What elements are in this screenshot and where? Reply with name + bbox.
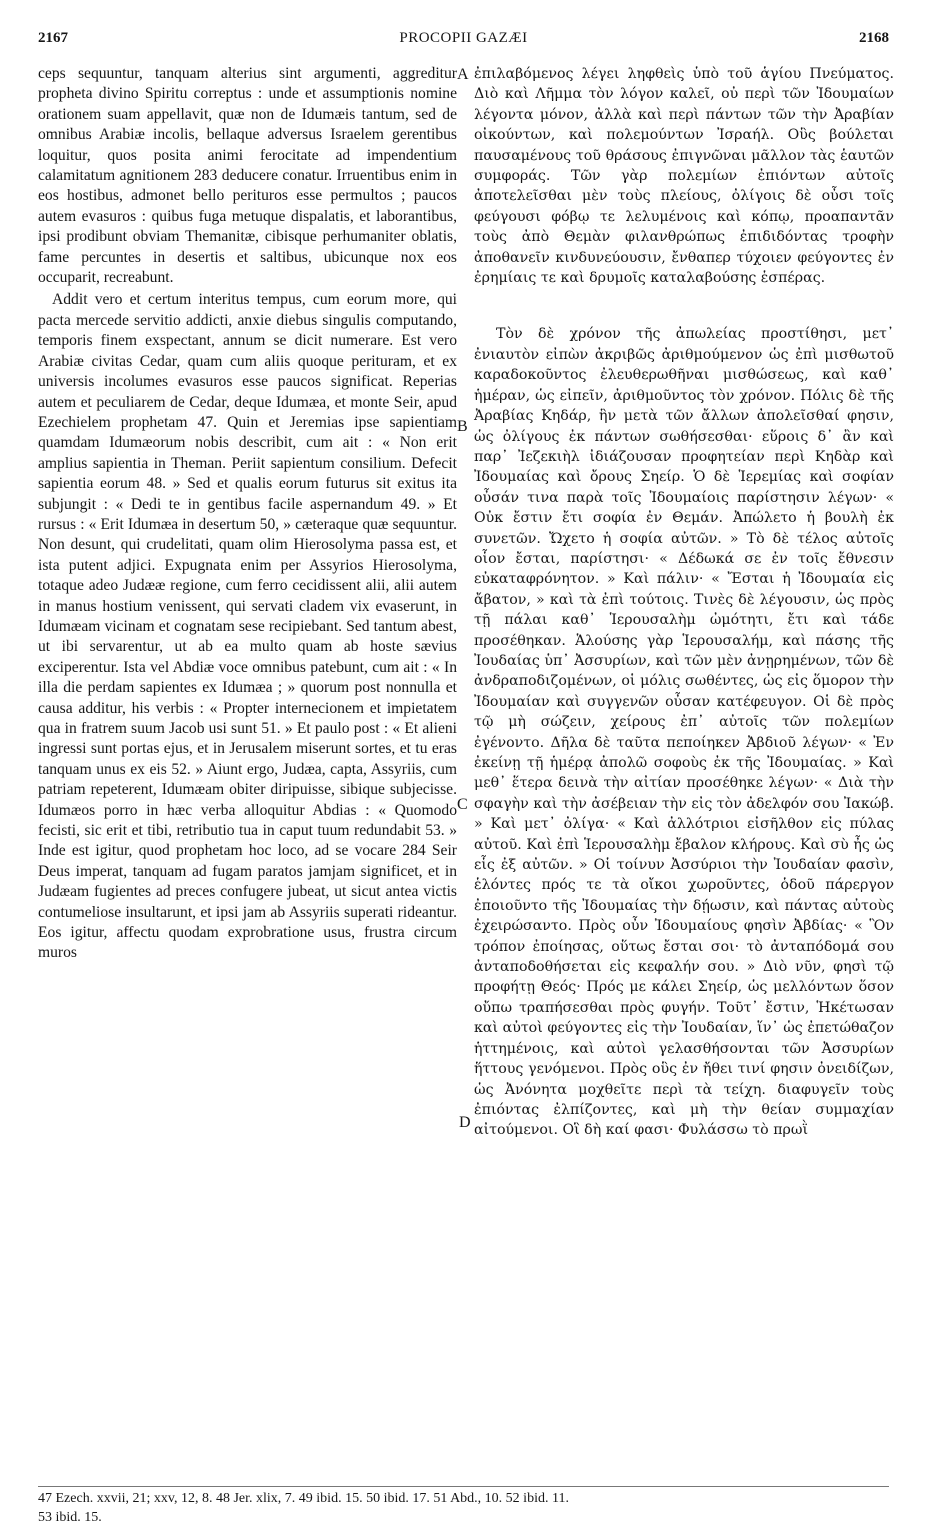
margin-letter-a: A bbox=[457, 66, 469, 83]
footnotes bbox=[38, 1486, 889, 1527]
greek-paragraph-1: ἐπιλαβόμενος λέγει ληφθεὶς ὑπὸ τοῦ ἁγίου Πνεύματος. Διὸ καὶ Λῆμμα τὸν λόγον καλεῖ, οὐ περὶ τῶν Ἰδουμαίων λέγοντα μόνον, ἀλλὰ καὶ περὶ πάντων τῶν τὴν Ἀραβίαν οἰκούντων, καὶ πολεμούντων Ἰσραήλ. Οὓς βούλεται παυσαμένους τοῦ θράσους ἐπιγνῶναι μᾶλλον τὰς ἑαυτῶν συμφοράς. Τῶν γὰρ πολεμίων ἐπιόντων αὐτοῖς ἀποτελεῖσθαι μὲν τοὺς πλείους, ὀλίγοις δὲ οὖσι τοῖς φεύγουσι φόβῳ τε λελυμένοις καὶ κόπῳ, προαπαντᾶν τοὺς ἀπὸ Θεμὰν φιλανθρώπως ἐπιδιδόντας τροφὴν ἀποθανεῖν κινδυνεύουσιν, ἔνθαπερ τύχοιεν φεύγοντες ἐν ἐρημίαις τε καὶ δρυμοῖς καταλαβούσης ἑσπέρας. bbox=[474, 66, 894, 287]
page-number-right: 2168 bbox=[859, 30, 889, 46]
running-title: PROCOPII GAZÆI bbox=[399, 30, 528, 46]
margin-letter-b: B bbox=[457, 418, 468, 435]
page-number-left: 2167 bbox=[38, 30, 68, 46]
margin-letter-c: C bbox=[457, 796, 468, 813]
latin-column bbox=[38, 64, 457, 964]
margin-letter-d: D bbox=[459, 1114, 471, 1131]
latin-paragraph-2: Addit vero et certum interitus tempus, cum eorum more, qui pacta mercede servitio addicti, anxie diebus singulis computando, temporis finem exspectant, annum se dicit numerare. Est vero Arabiæ civitas Cedar, quam cum aliis quoque perituram, et ex universis incolumes evasuros esse paucos significat. Reperias autem et peculiarem de Cedar, deque Idumæa, et monte Seir, apud Ezechielem prophetam 47. Quin et Jeremias ipse sapientiam quamdam Idumæorum nobis describit, cum ait : « Non erit amplius sapientia in Theman. Periit sapientum consilium. Defecit sapientia eorum 48. » Sed et qualis eorum futurus sit exitus ita subjungit : « Dedi te in gentibus facile aspernandum 49. » Et rursus : « Erit Idumæa in desertum 50, » cæteraque quæ sequuntur. Non desunt, qui crudelitati, quam olim Hierosolyma passa est, et ista putent adjici. Expugnata enim per Assyrios Hierosolyma, totaque adeo Judææ regione, cum ferro cecidissent alii, alii autem in manus hostium venissent, qui servati cladem vix evaserunt, in Idumæam vicinam et cognatam sese recipiebant. Sed tantum abest, ut ibi servarentur, ut ab ea multo quam ab hoste sævius exciperentur. Ista vel Abdiæ voce omnibus patebunt, cum ait : « In illa die perdam sapientes ex Idumæa ; » quorum post nonnulla et causa additur, his verbis : « Propter internecionem et impietatem qua in fratrem suum Jacob usi sunt 51. » Et paulo post : « Et alieni ingressi sunt portas ejus, et in Jerusalem miserunt sortes, et tu eras tanquam unus ex eis 52. » Aiunt ergo, Judæa, capta, Assyriis, cum patriam repeterent, Idumæam obiter diripuisse, sibique subjecisse. Idumæos porro in hæc verba alloquitur Abdias : « Quomodo fecisti, sic erit et tibi, retributio tua in caput tuum redundabit 53. » Inde est igitur, quod prophetam hoc loco, ad se vocare 284 Seir Deus imperat, tanquam ad fugam paratos jamjam significet, et in Judæam fugientes ad preces confugere jubeat, ut sicut antea victis contumeliose insultarunt, et ipsi jam ab Assyriis superati rideantur. Eos igitur, affectu quodam exprobratione usus, frustra circum muros bbox=[38, 291, 457, 962]
footnote-line-1: 47 Ezech. xxvii, 21; xxv, 12, 8. 48 Jer. xlix, 7. 49 ibid. 15. 50 ibid. 17. 51 Abd., 10. 52 ibid. 11. bbox=[38, 1491, 569, 1506]
latin-paragraph-1: ceps sequuntur, tanquam alterius sint argumenti, aggreditur propheta divino Spiritu correptus : unde et assumptionis nomine orationem suam appellavit, quæ non de Idumæis tantum, sed de omnibus Arabiæ incolis, bellaque adversus Israelem gerentibus loquitur, quos posita animi ferocitate ad impendentium calamitatum agnitionem 283 deducere conatur. Irruentibus enim in eos hostibus, admonet bello perituros esse permultos ; paucos autem evasuros : quibus fuga metuque dispalatis, et laborantibus, ipsi prodibunt obviam Themanitæ, cibisque perhumaniter oblatis, fame percuntes in desertis et saltibus, ubicunque nox eos occuparit, recreabunt. bbox=[38, 65, 457, 287]
greek-paragraph-2: Τὸν δὲ χρόνον τῆς ἀπωλείας προστίθησι, μετ᾽ ἐνιαυτὸν εἰπὼν ἀκριβῶς ἀριθμούμενον ὡς ἐπὶ μισθωτοῦ καραδοκοῦντος ἐλευθερωθῆναι μισθώσεως, καὶ καθ᾽ ἡμέραν, ὡς εἰπεῖν, ἀριθμοῦντος τὸν χρόνον. Πόλις δὲ τῆς Ἀραβίας Κηδάρ, ἣν μετὰ τῶν ἄλλων ἀπολεῖσθαί φησιν, ὡς ὀλίγους ἐκ πάντων σωθήσεσθαι· εὕροις δ᾽ ἂν καὶ παρ᾽ Ἰεζεκιὴλ ἰδιάζουσαν προφητείαν περὶ Κηδὰρ καὶ Ἰδουμαίας καὶ ὄρους Σηείρ. Ὁ δὲ Ἱερεμίας καὶ σοφίαν οὖσάν τινα παρὰ τοῖς Ἰδουμαίοις παρίστησιν λέγων· « Οὐκ ἔστιν ἔτι σοφία ἐν Θεμάν. Ἀπώλετο ἡ βουλὴ ἐκ συνετῶν. Ὤχετο ἡ σοφία αὐτῶν. » Τὸ δὲ τέλος αὐτοῖς οἷον ἔσται, παρίστησι· « Δέδωκά σε ἐν τοῖς ἔθνεσιν εὐκαταφρόνητον. » Καὶ πάλιν· « Ἔσται ἡ Ἰδουμαία εἰς ἄβατον, » καὶ τὰ ἐπὶ τούτοις. Τινὲς δὲ λέγουσιν, ὡς πρὸς τῇ πάλαι καθ᾽ Ἱερουσαλὴμ ὠμότητι, ἔτι καὶ τάδε προσέθηκαν. Ἁλούσης γὰρ Ἱερουσαλήμ, καὶ πάσης τῆς Ἰουδαίας ὑπ᾽ Ἀσσυρίων, καὶ τῶν μὲν ἀνῃρημένων, τῶν δὲ ἀνδραποδιζομένων, οἱ μόλις σωθέντες, ὡς εἰς ὅμορον τὴν Ἰδουμαίαν καὶ συγγενῶν οὖσαν κατέφευγον. Οἱ δὲ πρὸς τῷ μὴ σώζειν, χείρους ἐπ᾽ αὐτοῖς τῶν πολεμίων ἐγένοντο. Δῆλα δὲ ταῦτα πεποίηκεν Ἀβδιοῦ λέγων· « Ἐν ἐκείνῃ τῇ ἡμέρᾳ ἀπολῶ σοφοὺς ἐκ τῆς Ἰδουμαίας. » Καὶ μεθ᾽ ἕτερα δεινὰ τὴν αἰτίαν προσέθηκε λέγων· « Διὰ τὴν σφαγὴν καὶ τὴν ἀσέβειαν τὴν εἰς τὸν ἀδελφόν σου Ἰακώβ. » Καὶ μετ᾽ ὀλίγα· « Καὶ ἀλλότριοι εἰσῆλθον εἰς πύλας αὐτοῦ. Καὶ ἐπὶ Ἱερουσαλὴμ ἔβαλον κλήρους. Καὶ σὺ ἦς ὡς εἷς ἐξ αὐτῶν. » Οἱ τοίνυν Ἀσσύριοι τὴν Ἰουδαίαν φασὶν, ἑλόντες πρός τε τὰ οἴκοι χωροῦντες, ὁδοῦ πάρεργον ἐποιοῦντο τῆς Ἰδουμαίας τὴν δῄωσιν, καὶ πάντας αὐτοὺς ἐχειρώσαντο. Πρὸς οὖν Ἰδουμαίους φησὶν Ἀβδίας· « Ὃν τρόπον ἐποίησας, οὕτως ἔσται σοι· τὸ ἀνταπόδομά σου ἀνταποδοθήσεται εἰς κεφαλήν σου. » Διὸ νῦν, φησὶ τῷ προφήτῃ Θεός· Πρός με κάλει Σηείρ, ὡς μελλόντων ὅσον οὔπω τραπήσεσθαι πρὸς φυγήν. Τοῦτ᾽ ἔστιν, Ἡκέτωσαν καὶ αὐτοὶ φεύγοντες εἰς τὴν Ἰουδαίαν, ἵν᾽ ὡς ἐπετώθαζον ἡττημένοις, καὶ αὐτοὶ γελασθήσονται τῶν Ἀσσυρίων ἥττους γενόμενοι. Πρὸς οὓς ἐν ἤθει τινί φησιν ὀνειδίζων, ὡς Ἀνόνητα μοχθεῖτε περὶ τὰ τείχη. διαφυγεῖν τοὺς ἐπιόντας ἐλπίζοντες, καὶ μὴ τὴν θείαν συμμαχίαν αἰτούμενοι. Οἳ δὴ καί φασι· Φυλάσσω τὸ πρωῒ bbox=[474, 326, 894, 1139]
footnote-line-2: 53 ibid. 15. bbox=[38, 1510, 102, 1525]
page-header bbox=[38, 30, 889, 54]
greek-column bbox=[474, 64, 894, 1141]
